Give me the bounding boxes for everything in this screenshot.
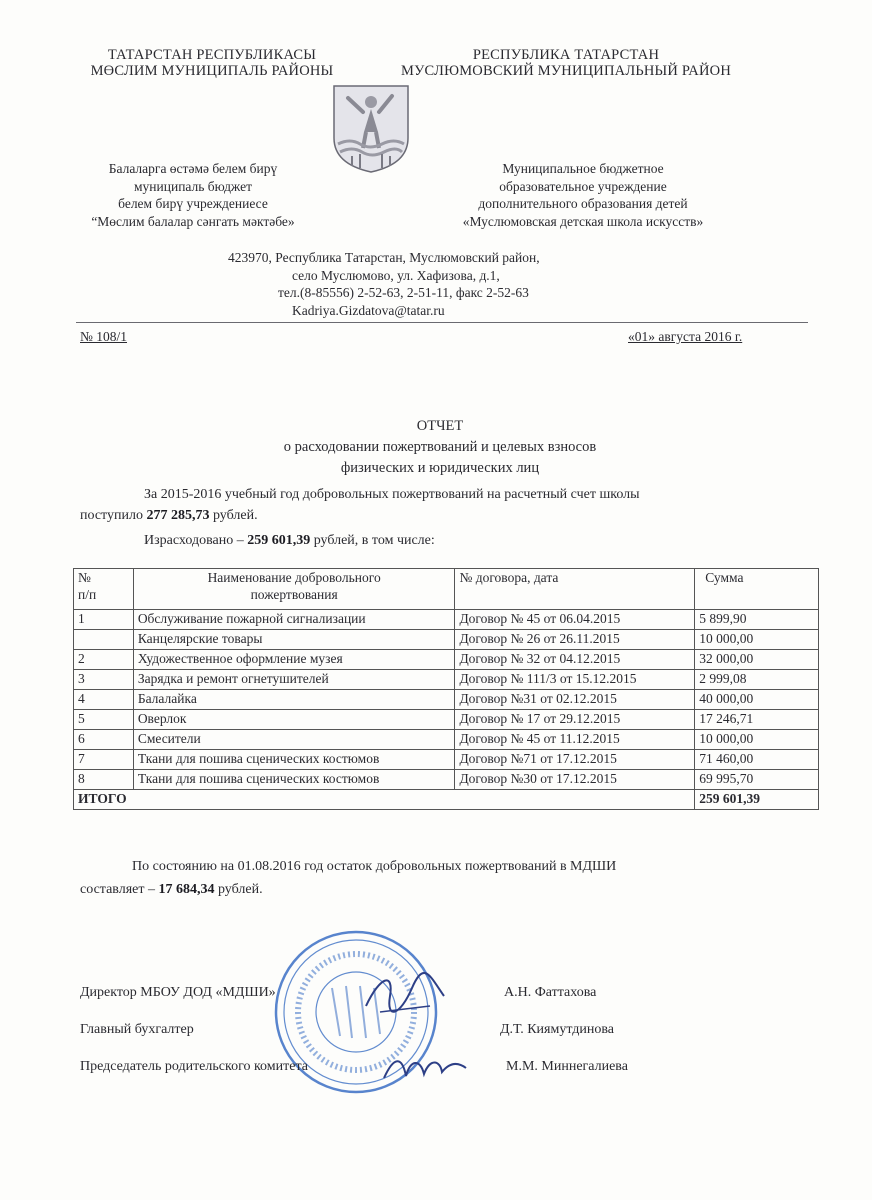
intro-line2 bbox=[80, 505, 810, 526]
balance-line2 bbox=[80, 879, 810, 900]
org-right-line: дополнительного образования детей bbox=[478, 196, 688, 211]
org-right-line: образовательное учреждение bbox=[499, 178, 667, 194]
row-sum: 32 000,00 bbox=[695, 650, 819, 670]
org-left-line: муниципаль бюджет bbox=[134, 178, 252, 194]
org-right-line: «Муслюмовская детская школа искусств» bbox=[462, 213, 704, 229]
intro-received-unit: рублей. bbox=[212, 508, 258, 523]
intro-line3 bbox=[80, 530, 810, 551]
balance-label: составляет – bbox=[80, 882, 155, 897]
row-name: Ткани для пошива сценических костюмов bbox=[133, 750, 455, 770]
row-sum: 69 995,70 bbox=[695, 770, 819, 790]
header-left-line2: МӨСЛИМ МУНИЦИПАЛЬ РАЙОНЫ bbox=[90, 63, 334, 79]
row-name: Балалайка bbox=[133, 690, 455, 710]
row-contract: Договор №30 от 17.12.2015 bbox=[455, 770, 695, 790]
row-contract: Договор № 32 от 04.12.2015 bbox=[455, 650, 695, 670]
header-left-line1: ТАТАРСТАН РЕСПУБЛИКАСЫ bbox=[107, 47, 317, 63]
table-row bbox=[74, 770, 819, 790]
row-name: Смесители bbox=[133, 730, 455, 750]
row-sum: 17 246,71 bbox=[695, 710, 819, 730]
signature-director-icon bbox=[360, 966, 450, 1026]
date-month-year: августа 2016 г. bbox=[655, 329, 743, 344]
table-row bbox=[74, 730, 819, 750]
row-name: Зарядка и ремонт огнетушителей bbox=[133, 670, 455, 690]
report-title bbox=[150, 416, 730, 479]
signature-name: Д.Т. Киямутдинова bbox=[500, 1022, 615, 1037]
row-contract: Договор № 17 от 29.12.2015 bbox=[455, 710, 695, 730]
row-name: Ткани для пошива сценических костюмов bbox=[133, 770, 455, 790]
row-sum: 2 999,08 bbox=[695, 670, 819, 690]
signature-name: М.М. Миннегалиева bbox=[506, 1059, 628, 1074]
expenses-table bbox=[73, 568, 819, 810]
address-line: 423970, Республика Татарстан, Муслюмовский район, bbox=[228, 250, 540, 265]
org-right-line: Муниципальное бюджетное bbox=[502, 161, 664, 176]
row-name: Обслуживание пожарной сигнализации bbox=[133, 610, 455, 630]
document-date bbox=[628, 329, 742, 345]
header-right bbox=[388, 47, 744, 79]
row-sum: 5 899,90 bbox=[695, 610, 819, 630]
title-line2: о расходовании пожертвований и целевых взносов bbox=[283, 439, 597, 455]
row-sum: 10 000,00 bbox=[695, 730, 819, 750]
row-num: 1 bbox=[74, 610, 134, 630]
table-row bbox=[74, 710, 819, 730]
email-link[interactable]: Kadriya.Gizdatova@tatar.ru bbox=[292, 302, 445, 318]
row-sum: 40 000,00 bbox=[695, 690, 819, 710]
signature-name: А.Н. Фаттахова bbox=[504, 985, 597, 1000]
balance-amount: 17 684,34 bbox=[158, 882, 215, 897]
signature-role: Директор МБОУ ДОД «МДШИ» bbox=[80, 985, 276, 1000]
title-line1: ОТЧЕТ bbox=[416, 418, 464, 434]
org-name-tatar bbox=[58, 160, 328, 230]
intro-received-label: поступило bbox=[80, 508, 143, 523]
row-num: 5 bbox=[74, 710, 134, 730]
row-sum: 10 000,00 bbox=[695, 630, 819, 650]
row-num: 8 bbox=[74, 770, 134, 790]
org-left-line: “Мөслим балалар сәнгать мәктәбе» bbox=[91, 213, 295, 229]
row-num bbox=[74, 630, 134, 650]
table-row bbox=[74, 750, 819, 770]
table-row bbox=[74, 630, 819, 650]
header-num: № п/п bbox=[74, 569, 134, 610]
org-left-line: Балаларга өстәмә белем бирү bbox=[108, 161, 278, 176]
row-num: 3 bbox=[74, 670, 134, 690]
row-name: Оверлок bbox=[133, 710, 455, 730]
header-contract: № договора, дата bbox=[455, 569, 695, 610]
table-row bbox=[74, 650, 819, 670]
header-right-line1: РЕСПУБЛИКА ТАТАРСТАН bbox=[472, 47, 660, 63]
row-contract: Договор № 26 от 26.11.2015 bbox=[455, 630, 695, 650]
header-name: Наименование добровольного пожертвования bbox=[133, 569, 455, 610]
header-divider bbox=[76, 322, 808, 323]
total-label: ИТОГО bbox=[74, 790, 695, 810]
intro-line1: За 2015-2016 учебный год добровольных пожертвований на расчетный счет школы bbox=[144, 487, 640, 502]
signature-chair-icon bbox=[380, 1048, 470, 1088]
coat-of-arms-icon bbox=[330, 82, 412, 174]
row-contract: Договор №31 от 02.12.2015 bbox=[455, 690, 695, 710]
table-row bbox=[74, 690, 819, 710]
address-block bbox=[228, 249, 628, 319]
row-num: 2 bbox=[74, 650, 134, 670]
balance-line1: По состоянию на 01.08.2016 год остаток добровольных пожертвований в МДШИ bbox=[132, 859, 617, 874]
header-sum: Сумма bbox=[695, 569, 819, 610]
address-line: село Муслюмово, ул. Хафизова, д.1, bbox=[292, 267, 500, 283]
total-sum: 259 601,39 bbox=[695, 790, 819, 810]
table-header-row bbox=[74, 569, 819, 610]
document-number: № 108/1 bbox=[80, 329, 128, 344]
header-left bbox=[82, 47, 342, 79]
header-right-line2: МУСЛЮМОВСКИЙ МУНИЦИПАЛЬНЫЙ РАЙОН bbox=[400, 63, 731, 79]
table-row bbox=[74, 670, 819, 690]
row-name: Художественное оформление музея bbox=[133, 650, 455, 670]
amount-received: 277 285,73 bbox=[146, 508, 210, 523]
balance-unit: рублей. bbox=[217, 882, 263, 897]
signature-role: Председатель родительского комитета bbox=[80, 1059, 308, 1074]
intro-paragraph bbox=[80, 484, 810, 551]
table-total-row bbox=[74, 790, 819, 810]
title-line3: физических и юридических лиц bbox=[340, 460, 540, 476]
balance-paragraph bbox=[80, 856, 810, 900]
amount-spent: 259 601,39 bbox=[247, 533, 311, 548]
org-name-russian bbox=[438, 160, 728, 230]
row-contract: Договор № 111/3 от 15.12.2015 bbox=[455, 670, 695, 690]
row-sum: 71 460,00 bbox=[695, 750, 819, 770]
spent-tail: рублей, в том числе: bbox=[313, 533, 435, 548]
row-num: 4 bbox=[74, 690, 134, 710]
date-day: «01» bbox=[628, 329, 655, 344]
row-contract: Договор №71 от 17.12.2015 bbox=[455, 750, 695, 770]
address-line: тел.(8-85556) 2-52-63, 2-51-11, факс 2-52-63 bbox=[278, 285, 529, 300]
row-contract: Договор № 45 от 11.12.2015 bbox=[455, 730, 695, 750]
row-num: 6 bbox=[74, 730, 134, 750]
spent-label: Израсходовано – bbox=[144, 533, 244, 548]
table-row bbox=[74, 610, 819, 630]
signature-role: Главный бухгалтер bbox=[80, 1022, 194, 1037]
row-name: Канцелярские товары bbox=[133, 630, 455, 650]
org-left-line: белем бирү учреждениесе bbox=[118, 196, 268, 211]
row-num: 7 bbox=[74, 750, 134, 770]
row-contract: Договор № 45 от 06.04.2015 bbox=[455, 610, 695, 630]
